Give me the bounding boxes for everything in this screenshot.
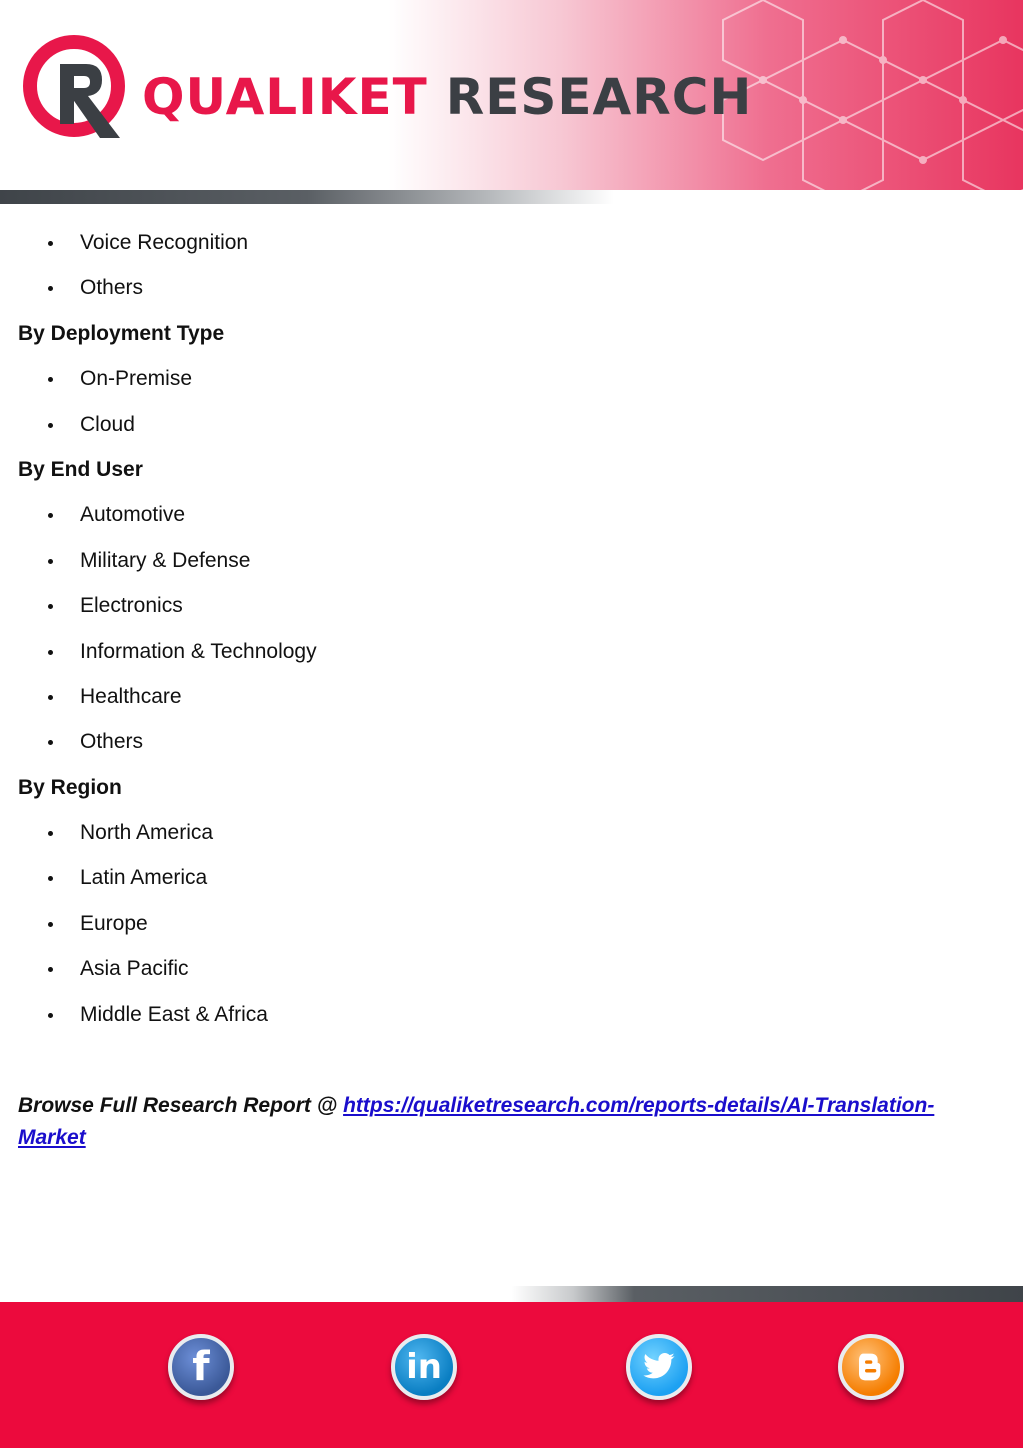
- list-item: Cloud: [18, 406, 998, 451]
- list-item: Military & Defense: [18, 542, 998, 587]
- linkedin-icon[interactable]: [391, 1334, 457, 1400]
- list-item: Middle East & Africa: [18, 996, 998, 1041]
- twitter-icon[interactable]: [626, 1334, 692, 1400]
- facebook-glyph: f: [192, 1344, 210, 1390]
- section-heading: By End User: [18, 457, 143, 481]
- header-divider-bar: [0, 190, 1023, 204]
- list-item: Electronics: [18, 587, 998, 632]
- brand-name: [142, 62, 752, 132]
- brand-name-part1: QUALIKET: [142, 68, 428, 126]
- section-heading: By Deployment Type: [18, 321, 225, 345]
- list-item: Others: [18, 269, 998, 314]
- list-item: Healthcare: [18, 678, 998, 723]
- document-content: [18, 224, 998, 1041]
- blogger-icon[interactable]: [838, 1334, 904, 1400]
- browse-report-line: [18, 1090, 978, 1154]
- list-item: Automotive: [18, 496, 998, 541]
- list-item: North America: [18, 814, 998, 859]
- brand-name-part2: RESEARCH: [445, 68, 753, 126]
- report-link[interactable]: https://qualiketresearch.com/reports-details/AI-Translation-Market: [18, 1094, 935, 1149]
- list-item: Latin America: [18, 859, 998, 904]
- section-heading: By Region: [18, 775, 122, 799]
- qualiket-logo: [22, 34, 132, 150]
- section-region: [18, 769, 998, 1041]
- list-item: Voice Recognition: [18, 224, 998, 269]
- section-end-user: [18, 451, 998, 769]
- list-item: On-Premise: [18, 360, 998, 405]
- linkedin-glyph: in: [406, 1347, 442, 1387]
- browse-label: Browse Full Research Report @: [18, 1094, 344, 1117]
- footer-divider-bar: [0, 1286, 1023, 1302]
- header-banner: [0, 0, 1023, 190]
- section-technology-continued: [18, 224, 998, 315]
- list-item: Information & Technology: [18, 633, 998, 678]
- list-item: Others: [18, 723, 998, 768]
- section-deployment-type: [18, 315, 998, 451]
- list-item: Europe: [18, 905, 998, 950]
- blogger-b-glyph: [855, 1351, 887, 1383]
- list-item: Asia Pacific: [18, 950, 998, 995]
- twitter-bird-glyph: [642, 1352, 676, 1382]
- facebook-icon[interactable]: [168, 1334, 234, 1400]
